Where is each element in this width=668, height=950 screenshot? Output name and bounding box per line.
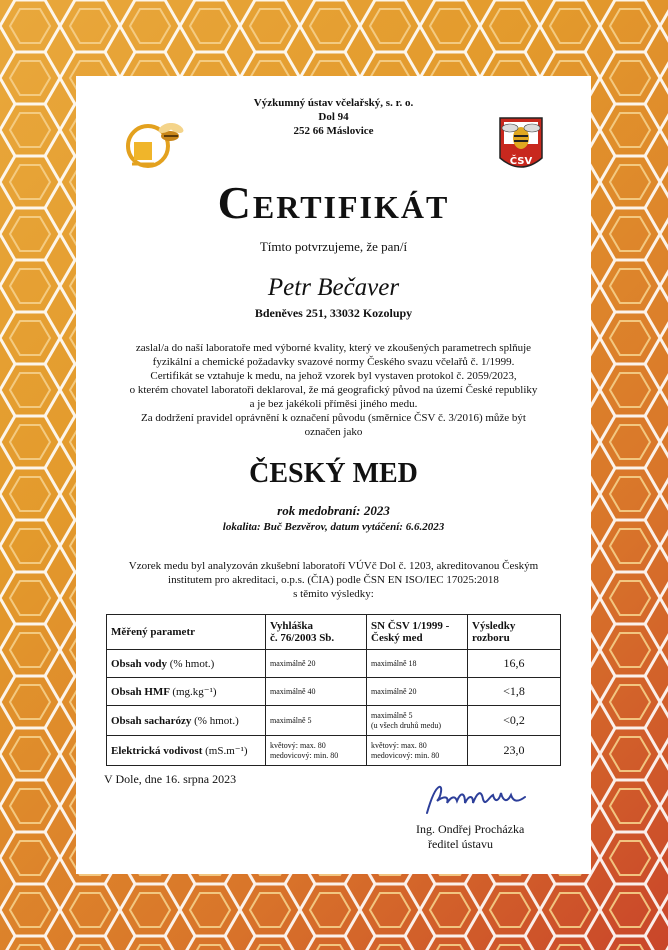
row-decree: květový: max. 80 medovicový: min. 80 (266, 736, 367, 766)
certificate-subtitle: Tímto potvrzujeme, že pan/í (259, 239, 408, 254)
row-result: <0,2 (468, 706, 561, 736)
row-norm: maximálně 20 (367, 678, 468, 706)
holder-name: Petr Bečaver (267, 274, 400, 301)
table-row (107, 736, 561, 766)
honey-label: ČESKÝ MED (249, 458, 418, 489)
header-result: Výsledky rozboru (468, 615, 561, 650)
table-header-row (107, 615, 561, 650)
harvest-location: lokalita: Buč Bezvěrov, datum vytáčení: 6.6.2023 (222, 521, 445, 533)
body-line: zaslal/a do naší laboratoře med výborné kvality, který ve zkoušených parametrech splňuje (135, 342, 532, 354)
body-line: a je bez jakékoli příměsi jiného medu. (249, 398, 418, 410)
analysis-line: institutem pro akreditaci, o.p.s. (ČIA) podle ČSN EN ISO/IEC 17025:2018 (168, 574, 499, 586)
table-row (107, 678, 561, 706)
row-param: Obsah HMF (mg.kg⁻¹) (107, 678, 266, 706)
row-param: Obsah sacharózy (% hmot.) (107, 706, 266, 736)
body-line: fyzikální a chemické požadavky svazové normy Českého svazu včelařů č. 1/1999. (152, 356, 515, 368)
signatory (416, 822, 576, 852)
signature-icon (421, 781, 531, 824)
row-result: 16,6 (468, 650, 561, 678)
row-norm: květový: max. 80 medovicový: min. 80 (367, 736, 468, 766)
row-norm: maximálně 5 (u všech druhů medu) (367, 706, 468, 736)
table-row (107, 706, 561, 736)
certificate-panel (76, 76, 591, 874)
table-row (107, 650, 561, 678)
harvest-year: rok medobraní: 2023 (277, 503, 390, 518)
analysis-line: Vzorek medu byl analyzován zkušební laboratoří VÚVč Dol č. 1203, akreditovanou Českým (128, 560, 539, 572)
bee-hive-logo-icon (126, 116, 188, 179)
institute-street: Dol 94 (318, 111, 349, 123)
row-norm: maximálně 18 (367, 650, 468, 678)
row-result: 23,0 (468, 736, 561, 766)
certificate-title: Certifikát (217, 177, 450, 228)
csv-emblem-text: ČSV (509, 156, 533, 167)
csv-bee-emblem-icon (496, 114, 546, 185)
header-norm: SN ČSV 1/1999 - Český med (367, 615, 468, 650)
body-line: Certifikát se vztahuje k medu, na jehož vzorek byl vystaven protokol č. 2059/2023, (150, 370, 517, 382)
row-result: <1,8 (468, 678, 561, 706)
row-param: Elektrická vodivost (mS.m⁻¹) (107, 736, 266, 766)
analysis-line: s těmito výsledky: (293, 588, 374, 600)
row-param: Obsah vody (% hmot.) (107, 650, 266, 678)
institute-name: Výzkumný ústav včelařský, s. r. o. (253, 97, 414, 109)
row-decree: maximálně 5 (266, 706, 367, 736)
body-line: Za dodržení pravidel oprávnění k označení původu (směrnice ČSV č. 3/2016) může být (141, 412, 526, 424)
body-line: označen jako (304, 426, 363, 438)
body-line: o kterém chovatel laboratoři deklaroval, že má geografický původ na území České republiky (129, 384, 538, 396)
holder-address: Bdeněves 251, 33032 Kozolupy (254, 306, 413, 320)
results-table (106, 614, 561, 766)
header-param: Měřený parametr (107, 615, 266, 650)
header-decree: Vyhláška č. 76/2003 Sb. (266, 615, 367, 650)
analysis-text (82, 559, 585, 601)
signatory-role: ředitel ústavu (428, 837, 493, 851)
signatory-name: Ing. Ondřej Procházka (416, 822, 525, 836)
row-decree: maximálně 40 (266, 678, 367, 706)
issue-date: V Dole, dne 16. srpna 2023 (104, 772, 237, 786)
institute-city: 252 66 Máslovice (293, 125, 374, 137)
row-decree: maximálně 20 (266, 650, 367, 678)
certificate-body-text (86, 341, 581, 439)
